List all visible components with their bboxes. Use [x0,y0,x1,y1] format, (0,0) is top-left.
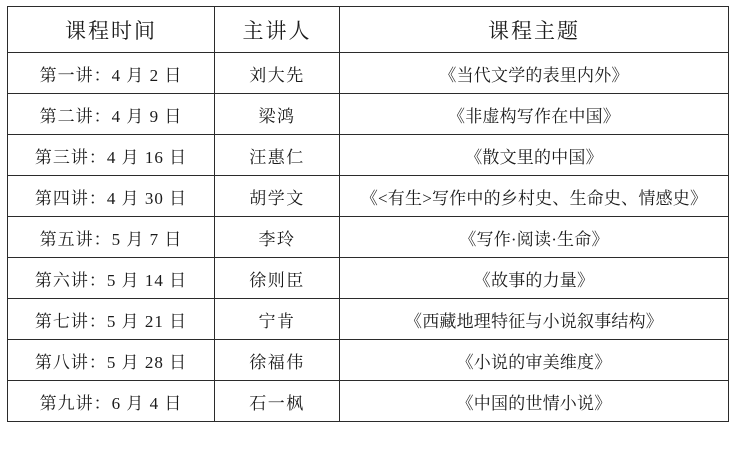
cell-topic: 《故事的力量》 [340,258,729,299]
table-row [8,217,729,258]
cell-speaker: 汪惠仁 [215,135,340,176]
table-body [8,53,729,422]
cell-speaker: 徐则臣 [215,258,340,299]
cell-time: 第八讲：5 月 28 日 [8,340,215,381]
column-header-speaker: 主讲人 [215,7,340,53]
table-row [8,53,729,94]
cell-speaker: 胡学文 [215,176,340,217]
cell-time: 第三讲：4 月 16 日 [8,135,215,176]
cell-time: 第六讲：5 月 14 日 [8,258,215,299]
cell-speaker: 徐福伟 [215,340,340,381]
table-row [8,258,729,299]
table-header-row [8,7,729,53]
cell-speaker: 刘大先 [215,53,340,94]
table-row [8,176,729,217]
cell-time: 第七讲：5 月 21 日 [8,299,215,340]
table-row [8,381,729,422]
cell-speaker: 梁鸿 [215,94,340,135]
column-header-topic: 课程主题 [340,7,729,53]
cell-topic: 《散文里的中国》 [340,135,729,176]
table-row [8,299,729,340]
cell-time: 第九讲：6 月 4 日 [8,381,215,422]
table-row [8,94,729,135]
cell-topic: 《中国的世情小说》 [340,381,729,422]
cell-time: 第五讲：5 月 7 日 [8,217,215,258]
column-header-time: 课程时间 [8,7,215,53]
cell-topic: 《写作·阅读·生命》 [340,217,729,258]
table-row [8,135,729,176]
cell-time: 第一讲：4 月 2 日 [8,53,215,94]
cell-speaker: 宁肯 [215,299,340,340]
cell-topic: 《西藏地理特征与小说叙事结构》 [340,299,729,340]
table-header [8,7,729,53]
cell-time: 第四讲：4 月 30 日 [8,176,215,217]
cell-topic: 《小说的审美维度》 [340,340,729,381]
course-schedule-table [7,6,729,422]
table-row [8,340,729,381]
cell-speaker: 李玲 [215,217,340,258]
cell-topic: 《<有生>写作中的乡村史、生命史、情感史》 [340,176,729,217]
cell-topic: 《当代文学的表里内外》 [340,53,729,94]
cell-topic: 《非虚构写作在中国》 [340,94,729,135]
cell-speaker: 石一枫 [215,381,340,422]
cell-time: 第二讲：4 月 9 日 [8,94,215,135]
